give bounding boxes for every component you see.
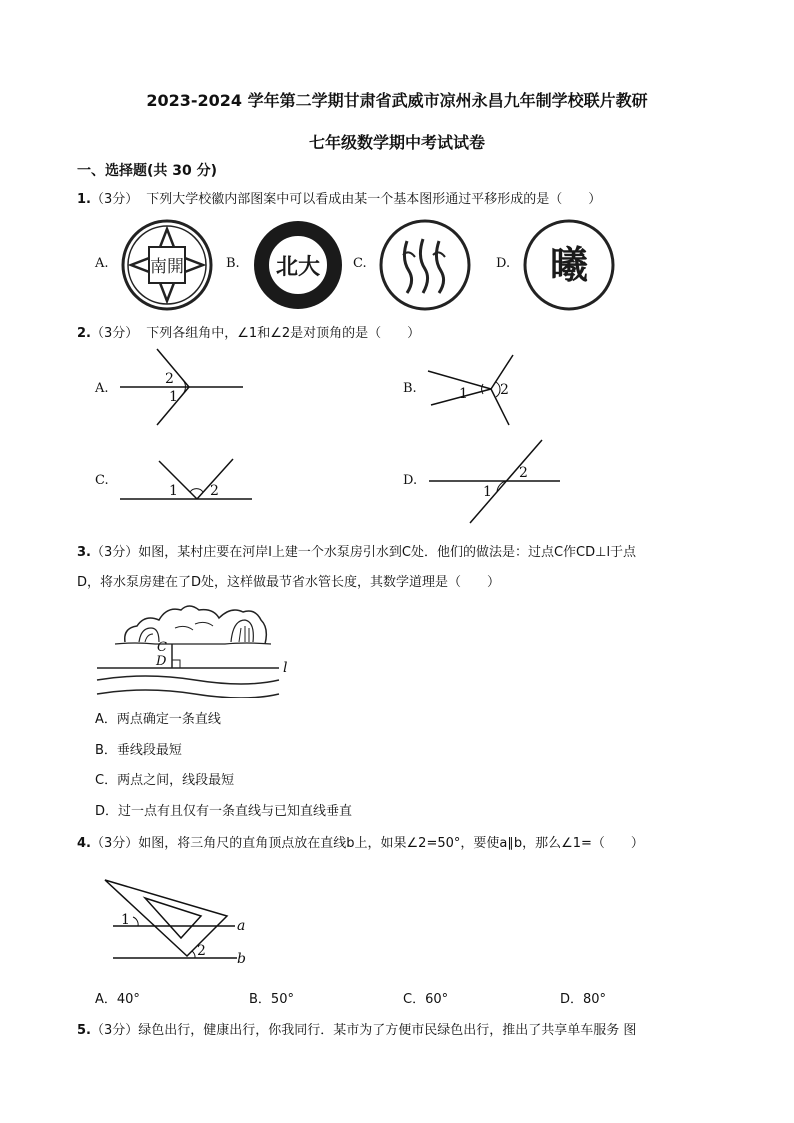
q1-option-d-label: D. [496,256,511,271]
q2-option-a-label: A. [95,381,109,396]
question-text: 下列各组角中，∠1和∠2是对顶角的是（ ） [146,326,421,341]
question-2 [77,322,420,341]
q2-option-d-label: D. [403,473,418,488]
q2-figure-c [117,457,255,503]
section-heading-choice: 一、选择题(共 30 分) [77,163,218,179]
exam-title-line2: 七年级数学期中考试试卷 [308,133,485,152]
q4-choice-a: A．40° [95,992,140,1007]
svg-text:2: 2 [500,382,509,398]
village-river-figure [95,598,295,698]
question-number: 4. [77,836,91,851]
q2-option-c-label: C. [95,473,109,488]
q4-choice-d: D．80° [560,992,607,1007]
question-text: 绿色出行，健康出行，你我同行．某市为了方便市民绿色出行，推出了共享单车服务 图 [138,1023,637,1038]
question-score: （3分） [90,836,139,851]
q3-choice-d: D．过一点有且仅有一条直线与已知直线垂直 [95,804,353,819]
svg-text:1: 1 [121,912,130,928]
q4-choice-c: C．60° [403,992,449,1007]
triangle-ruler-figure [99,874,259,970]
svg-text:C: C [157,640,167,655]
question-number: 1. [77,192,91,207]
question-1 [77,188,601,207]
exam-title-line1: 2023-2024 学年第二学期甘肃省武威市凉州永昌九年制学校联片教研 [146,91,648,110]
q1-option-b-label: B. [226,256,240,271]
question-3 [77,541,636,560]
calligraphy-emblem-image [523,219,615,311]
q1-emblem-a-text: 南開 [150,257,184,277]
svg-text:2: 2 [210,483,219,499]
question-score: （3分） [90,1023,139,1038]
q1-option-a-label: A. [95,256,109,271]
svg-text:1: 1 [169,483,178,499]
question-number: 5. [77,1023,91,1038]
svg-text:1: 1 [483,484,492,500]
svg-text:1: 1 [459,386,468,402]
question-score: （3分） [90,545,139,560]
svg-text:2: 2 [165,371,174,387]
q1-emblem-c-text: 州 [424,279,426,280]
q1-emblem-d-text: 曦 [549,242,589,287]
q2-figure-d [426,437,566,527]
peking-emblem-image [252,219,344,311]
q2-figure-a [115,345,250,430]
svg-text:1: 1 [169,389,178,405]
svg-text:2: 2 [519,465,528,481]
q4-choice-b: B．50° [249,992,294,1007]
nankai-emblem-image [121,219,213,311]
question-text: 如图，将三角尺的直角顶点放在直线b上，如果∠2=50°，要使a∥b，那么∠1=（ ） [138,836,644,851]
svg-text:l: l [283,660,288,676]
question-4 [77,832,644,851]
q3-choice-c: C．两点之间，线段最短 [95,773,235,788]
question-score: （3分） [90,192,139,207]
q2-figure-b [425,353,520,428]
q1-emblem-b-text: 北大 [275,254,321,280]
question-number: 3. [77,545,91,560]
svg-text:a: a [237,918,246,934]
wavy-stream-emblem-image [379,219,471,311]
question-text: 下列大学校徽内部图案中可以看成由某一个基本图形通过平移形成的是（ ） [146,192,602,207]
q1-option-c-label: C. [353,256,367,271]
q3-choice-b: B．垂线段最短 [95,743,182,758]
question-5 [77,1019,636,1038]
question-number: 2. [77,326,91,341]
svg-text:D: D [156,654,167,669]
question-score: （3分） [90,326,139,341]
question-3-line2: D，将水泵房建在了D处，这样做最节省水管长度，其数学道理是（ ） [77,575,501,590]
q2-option-b-label: B. [403,381,417,396]
svg-text:b: b [237,951,246,967]
q3-choice-a: A．两点确定一条直线 [95,712,221,727]
question-text: 如图，某村庄要在河岸l上建一个水泵房引水到C处．他们的做法是：过点C作CD⊥l于点 [138,545,637,560]
svg-text:2: 2 [197,943,206,959]
